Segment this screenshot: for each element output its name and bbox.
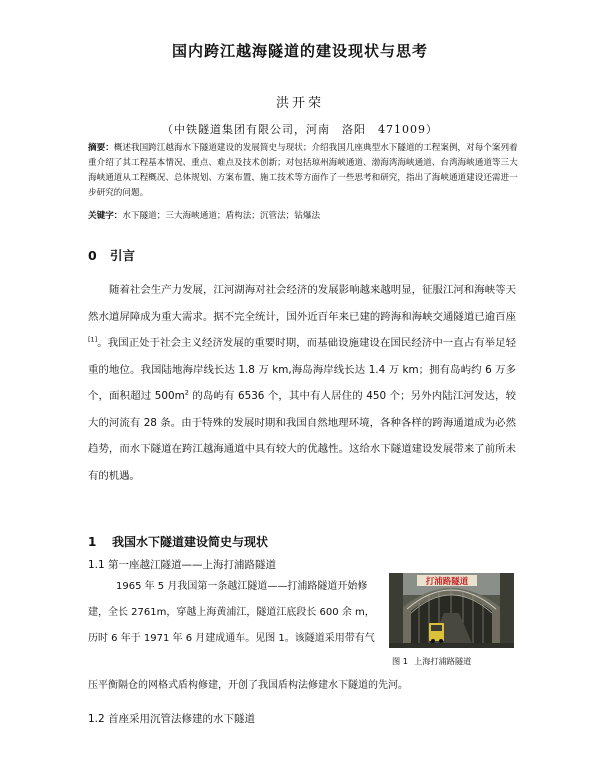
intro-text-3: 的岛屿有 6536 个，其中有人居住的 450 个；另外内陆江河发达，较大的河流有 28 条。由于特殊的发展时期和我国自然地理环境，各种各样的跨海通道成为必然趋势，而水下隧道在跨江越海通道中具有较大的优越性。这给水下隧道建设发展带来了前所未有的机遇。 <box>88 390 516 482</box>
figure-tunnel-photo <box>389 573 514 648</box>
keywords-label: 关键字： <box>88 211 123 221</box>
abstract-label: 摘要： <box>88 143 114 153</box>
intro-text-1: 随着社会生产力发展，江河湖海对社会经济的发展影响越来越明显，征服江河和海峡等天然水道屏障成为重大需求。据不完全统计，国外近百年来已建的跨海和海峡交通隧道已逾百座 <box>88 284 516 323</box>
abstract-text: 概述我国跨江越海水下隧道建设的发展简史与现状；介绍我国几座典型水下隧道的工程案例，对每个案列着重介绍了其工程基本情况、重点、难点及技术创新；对包括琼州海峡通道、渤海湾海峡通道、台湾海峡通道等三大海峡通道从工程概况、总体规划、方案布置、施工技术等方面作了一些思考和研究，指出了海峡通道建设还需进一步研究的问题。 <box>88 143 518 198</box>
tunnel-sign-text: 打浦路隧道 <box>425 577 469 587</box>
abstract <box>88 141 518 201</box>
figure-caption <box>392 656 471 667</box>
section-heading-history <box>88 533 268 550</box>
dapu-road-paragraph <box>88 574 384 652</box>
keywords-text: 水下隧道；三大海峡通道；盾构法；沉管法；钻爆法 <box>122 211 321 221</box>
section-number: 1 <box>88 535 97 549</box>
keywords <box>88 209 518 223</box>
dapu-road-paragraph-tail: 压平衡隔仓的网格式盾构修建，开创了我国盾构法修建水下隧道的先河。 <box>88 680 408 691</box>
section-title: 我国水下隧道建设简史与现状 <box>112 535 269 549</box>
intro-paragraph <box>88 277 516 489</box>
paper-title: 国内跨江越海隧道的建设现状与思考 <box>171 42 428 60</box>
dapu-road-text: 1965 年 5 月我国第一条越江隧道——打浦路隧道开始修建，全长 2761m，穿越上海黄浦江，隧道江底段长 600 余 m，历时 6 年于 1971 年 6 月建成通车。见图 1。该隧道采用带有气 <box>88 581 375 644</box>
subsection-heading-1-1: 1.1 第一座越江隧道——上海打浦路隧道 <box>88 559 277 571</box>
section-number: 0 <box>88 248 97 263</box>
author-name: 洪开荣 <box>275 96 324 111</box>
figure-label: 图 1 <box>392 656 408 666</box>
subsection-heading-1-2: 1.2 首座采用沉管法修建的水下隧道 <box>88 713 256 725</box>
section-heading-intro <box>88 246 135 264</box>
section-title: 引言 <box>110 248 136 263</box>
author-affiliation: （中铁隧道集团有限公司，河南 洛阳 471009） <box>162 123 438 136</box>
intro-text-2: 。我国正处于社会主义经济发展的重要时期，而基础设施建设在国民经济中一直占有举足轻重的地位。我国陆地海岸线长达 1.8 万 km,海岛海岸线长达 1.4 万 km；拥有岛屿约 6 万多个，面积超过 500m <box>88 337 516 402</box>
reference-marker: [1] <box>88 335 98 344</box>
superscript-2: 2 <box>184 388 189 397</box>
figure-caption-text: 上海打浦路隧道 <box>414 656 472 666</box>
